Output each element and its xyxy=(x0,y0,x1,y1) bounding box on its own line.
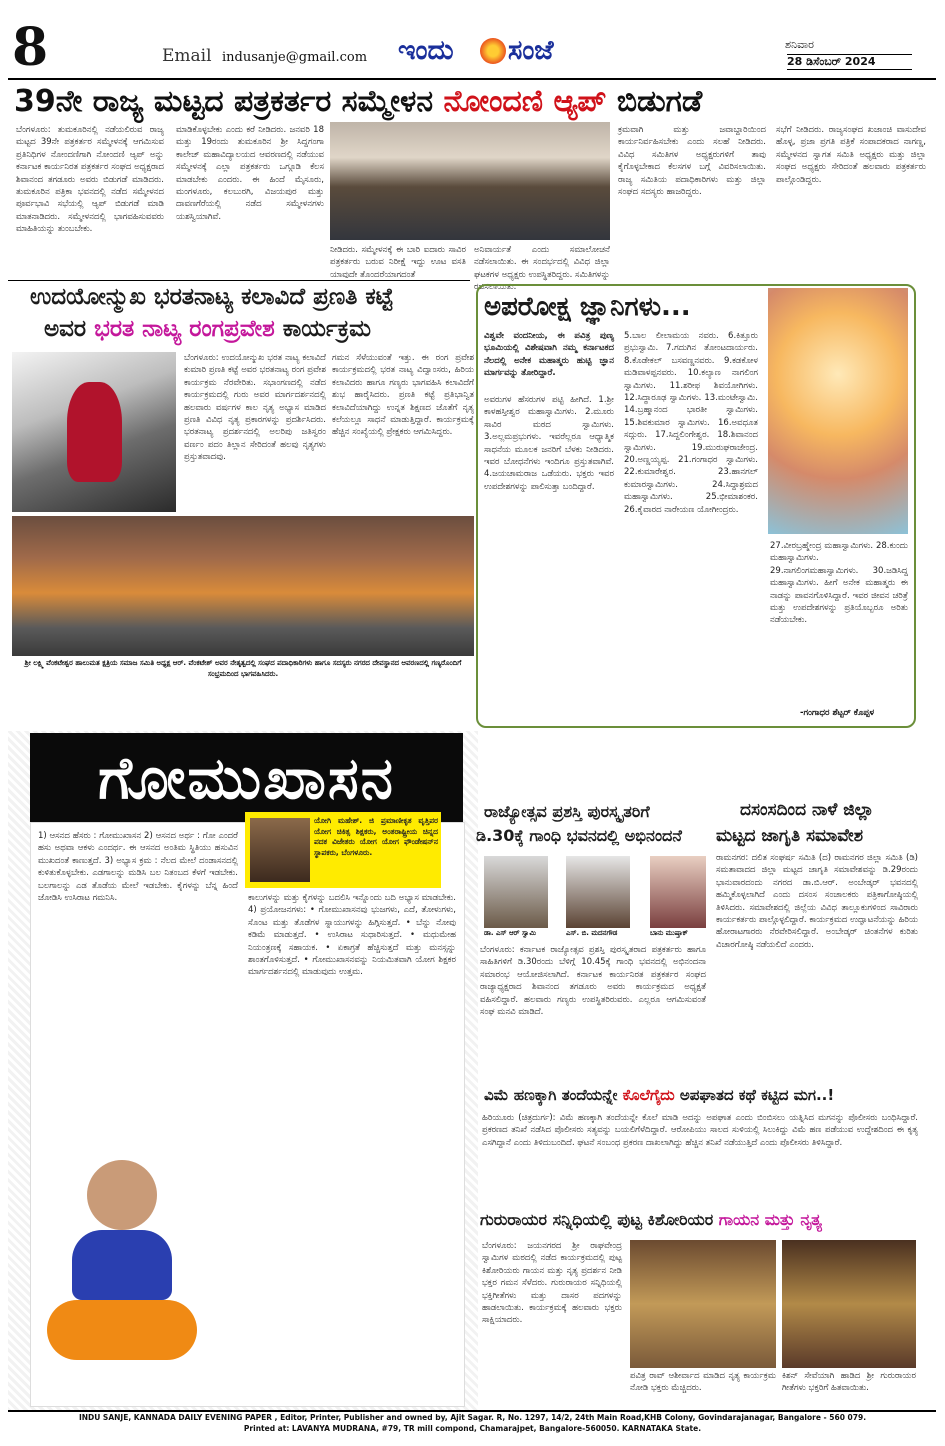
story3-column-a: ಅವರುಗಳ ಹೆಸರುಗಳ ಪಟ್ಟಿ ಹೀಗಿದೆ. 1.ಶ್ರೀ ಕಾಳಹಸ್ತೀಶ್ವರ ಮಹಾಸ್ವಾಮಿಗಳು. 2.ಮೂರು ಸಾವಿರ ಮಠದ ಸ್ವಾಮಿಗಳು. 3.ಅಲ್ಲಮಪ್ರಭುಗಳು. ಇವರೆಲ್ಲರೂ ಆಧ್ಯಾತ್ಮಿಕ ಸಾಧನೆಯ ಮೂಲಕ ಜನರಿಗೆ ಬೆಳಕು ನೀಡಿದರು. ಇವರ ಬೋಧನೆಗಳು ಇಂದಿಗೂ ಪ್ರಸ್ತುತವಾಗಿವೆ. 4.ಜಯಚಾಮರಾಜ ಒಡೆಯರು. ಭಕ್ತರು ಇವರ ಉಪದೇಶಗಳನ್ನು ಪಾಲಿಸುತ್ತಾ ಬಂದಿದ್ದಾರೆ. xyxy=(484,395,614,492)
masthead-sun-icon xyxy=(480,38,506,64)
story3-column-c: 27.ವೀರಬ್ರಹ್ಮೇಂದ್ರ ಮಹಾಸ್ವಾಮಿಗಳು. 28.ಕುಂದು ಮಹಾಸ್ವಾಮಿಗಳು. 29.ನಾಗಲಿಂಗಮಹಾಸ್ವಾಮಿಗಳು. 30.ಜಡಿಸಿದ್ದ ಮಹಾಸ್ವಾಮಿಗಳು. ಹೀಗೆ ಅನೇಕ ಮಹಾತ್ಮರು ಈ ನಾಡನ್ನು ಪಾವನಗೊಳಿಸಿದ್ದಾರೆ. ಇವರ ಜೀವನ ಚರಿತ್ರೆ ಮತ್ತು ಉಪದೇಶಗಳನ್ನು ಪ್ರತಿಯೊಬ್ಬರೂ ಅರಿತು ನಡೆಯಬೇಕು. xyxy=(770,541,908,626)
masthead-right: ಸಂಜೆ xyxy=(508,35,554,66)
group-photo xyxy=(12,516,474,656)
header-rule xyxy=(8,78,936,80)
day-name: ಶನಿವಾರ xyxy=(785,38,814,51)
story6-body: ರಾಮನಗರ: ದಲಿತ ಸಂಘರ್ಷ ಸಮಿತಿ (ದ) ರಾಮನಗರ ಜಿಲ್ಲಾ ಸಮಿತಿ (ಡಿ) ಸಮತಾವಾದದ ಜಿಲ್ಲಾ ಮಟ್ಟದ ಜಾಗೃತಿ ಸಮಾವೇಶವನ್ನು ಡಿ.29ರಂದು ಭಾನುವಾರದಂದು ನಗರದ ಡಾ.ಬಿ.ಆರ್. ಅಂಬೇಡ್ಕರ್ ಭವನದಲ್ಲಿ ಹಮ್ಮಿಕೊಳ್ಳಲಾಗಿದೆ ಎಂದು ದಸಂಸ ಸಂಚಾಲಕರು ಪತ್ರಿಕಾಗೋಷ್ಠಿಯಲ್ಲಿ ತಿಳಿಸಿದರು. ಸಮಾವೇಶದಲ್ಲಿ ಜಿಲ್ಲೆಯ ವಿವಿಧ ತಾಲ್ಲೂಕುಗಳಿಂದ ಸಾವಿರಾರು ಕಾರ್ಯಕರ್ತರು ಪಾಲ್ಗೊಳ್ಳಲಿದ್ದಾರೆ. ಕಾರ್ಯಕ್ರಮದ ಉದ್ಘಾಟನೆಯನ್ನು ಹಿರಿಯ ಹೋರಾಟಗಾರರು ನೆರವೇರಿಸಲಿದ್ದಾರೆ. ಅಂಬೇಡ್ಕರ್ ಚಿಂತನೆಗಳ ಕುರಿತು ವಿಚಾರಗೋಷ್ಠಿ ನಡೆಯಲಿದೆ ಎಂದರು. xyxy=(716,853,918,950)
group-photo-caption: ಶ್ರೀ ಲಕ್ಷ್ಮಿ ವೆಂಕಟೇಶ್ವರ ಹಾಲುಮತ ಕ್ಷತ್ರಿಯ ಸಮಾಜ ಸಮಿತಿ ಅಧ್ಯಕ್ಷ ಆರ್. ವೆಂಕಟೇಶ್ ಅವರ ನೇತೃತ್ವದಲ್ಲಿ ಸಂಘದ ಪದಾಧಿಕಾರಿಗಳು ಹಾಗೂ ಸದಸ್ಯರು ನಗರದ ದೇವಸ್ಥಾನದ ಆವರಣದಲ್ಲಿ ಗಣ್ಯರೊಂದಿಗೆ ಸಂಭ್ರಮದಿಂದ ಭಾಗವಹಿಸಿದರು. xyxy=(24,659,462,678)
story6-headline-line2: ಮಟ್ಟದ ಜಾಗೃತಿ ಸಮಾವೇಶ xyxy=(716,826,864,846)
story8-body: ಬೆಂಗಳೂರು: ಜಯನಗರದ ಶ್ರೀ ರಾಘವೇಂದ್ರ ಸ್ವಾಮಿಗಳ ಮಠದಲ್ಲಿ ನಡೆದ ಕಾರ್ಯಕ್ರಮದಲ್ಲಿ ಪುಟ್ಟ ಕಿಶೋರಿಯರು ಗಾಯನ ಮತ್ತು ನೃತ್ಯ ಪ್ರದರ್ಶನ ನೀಡಿ ಭಕ್ತರ ಗಮನ ಸೆಳೆದರು. ಗುರುರಾಯರ ಸನ್ನಿಧಿಯಲ್ಲಿ ಭಕ್ತಿಗೀತೆಗಳು ಮತ್ತು ದಾಸರ ಪದಗಳನ್ನು ಹಾಡಲಾಯಿತು. ಕಾರ್ಯಕ್ರಮಕ್ಕೆ ಹಲವಾರು ಭಕ್ತರು ಸಾಕ್ಷಿಯಾದರು. xyxy=(482,1241,622,1326)
singing-photo-caption: ಕಿಶನ್ ಸೇವೆಯಾಗಿ ಹಾಡಿದ ಶ್ರೀ ಗುರುರಾಯರ ಗೀತೆಗಳು ಭಕ್ತರಿಗೆ ಹಿತವಾಯಿತು. xyxy=(782,1371,916,1394)
awardee-caption-1: ಡಾ. ಎಸ್ ಆರ್ ಸ್ವಾಮಿ xyxy=(484,929,537,937)
page-number: 8 xyxy=(12,17,49,78)
child-head xyxy=(87,1160,157,1230)
awardee-photo-2 xyxy=(566,856,630,928)
footer xyxy=(0,1412,945,1434)
story2-headline-line1: ಉದಯೋನ್ಮುಖ ಭರತನಾಟ್ಯ ಕಲಾವಿದೆ ಪ್ರಣತಿ ಕಟ್ಟೆ xyxy=(30,284,394,310)
story3-byline: -ಗಂಗಾಧರ ಶೆಟ್ಟರ್ ಕೊಪ್ಪಳ xyxy=(800,708,875,718)
story5-body: ಬೆಂಗಳೂರು: ಕರ್ನಾಟಕ ರಾಜ್ಯೋತ್ಸವ ಪ್ರಶಸ್ತಿ ಪುರಸ್ಕೃತರಾದ ಪತ್ರಕರ್ತರು ಹಾಗೂ ಸಾಹಿತಿಗಳಿಗೆ ಡಿ.30ರಂದು ಬೆಳಿಗ್ಗೆ 10.45ಕ್ಕೆ ಗಾಂಧಿ ಭವನದಲ್ಲಿ ಅಭಿನಂದನಾ ಸಮಾರಂಭ ಆಯೋಜಿಸಲಾಗಿದೆ. ಕರ್ನಾಟಕ ಕಾರ್ಯನಿರತ ಪತ್ರಕರ್ತರ ಸಂಘದ ರಾಜ್ಯಾಧ್ಯಕ್ಷರಾದ ಶಿವಾನಂದ ತಗಡೂರು ಅವರು ಕಾರ್ಯಕ್ರಮದ ಅಧ್ಯಕ್ಷತೆ ವಹಿಸಲಿದ್ದಾರೆ. ಹಲವಾರು ಗಣ್ಯರು ಉಪಸ್ಥಿತರಿರುವರು. ಎಲ್ಲರೂ ಆಗಮಿಸುವಂತೆ ಸಂಘ ಮನವಿ ಮಾಡಿದೆ. xyxy=(480,945,706,1018)
child-shirt xyxy=(72,1230,172,1300)
story2-column-2: ಗಮನ ಸೆಳೆಯುವಂತೆ ಇತ್ತು. ಈ ರಂಗ ಪ್ರವೇಶ ಕಾರ್ಯಕ್ರಮದಲ್ಲಿ ಭರತ ನಾಟ್ಯ ವಿದ್ವಾಂಸರು, ಹಿರಿಯ ಕಲಾವಿದರು ಹಾಗೂ ಗಣ್ಯರು ಭಾಗವಹಿಸಿ ಕಲಾವಿದೆಗೆ ಶುಭ ಹಾರೈಸಿದರು. ಪ್ರಣತಿ ಕಟ್ಟೆ ಪ್ರತಿಭಾನ್ವಿತ ಕಲಾವಿದೆಯಾಗಿದ್ದು ಉನ್ನತ ಶಿಕ್ಷಣದ ಜೊತೆಗೆ ನೃತ್ಯ ಕಲೆಯಲ್ಲೂ ಸಾಧನೆ ಮಾಡುತ್ತಿದ್ದಾರೆ. ಕಾರ್ಯಕ್ರಮಕ್ಕೆ ಹೆಚ್ಚಿನ ಸಂಖ್ಯೆಯಲ್ಲಿ ಪ್ರೇಕ್ಷಕರು ಆಗಮಿಸಿದ್ದರು. xyxy=(332,353,474,438)
story1-column-5: ಕ್ರಮವಾಗಿ ಮತ್ತು ಜವಾಬ್ದಾರಿಯಿಂದ ಕಾರ್ಯನಿರ್ವಹಿಸಬೇಕು ಎಂದು ಸಲಹೆ ನೀಡಿದರು. ವಿವಿಧ ಸಮಿತಿಗಳ ಅಧ್ಯಕ್ಷರುಗಳಿಗೆ ತಾವು ಕೈಗೊಳ್ಳಬೇಕಾದ ಕೆಲಸಗಳ ಬಗ್ಗೆ ವಿವರಿಸಲಾಯಿತು. ರಾಜ್ಯ ಸಮಿತಿಯ ಪದಾಧಿಕಾರಿಗಳು ಮತ್ತು ಜಿಲ್ಲಾ ಸಂಘದ ಸದಸ್ಯರು ಹಾಜರಿದ್ದರು. xyxy=(618,125,766,198)
dancer-figure xyxy=(67,382,122,482)
singing-photo xyxy=(782,1240,916,1368)
story1-column-6: ಸಭೆಗೆ ನೀಡಿದರು. ರಾಜ್ಯಸಂಘದ ಖಜಾಂಚಿ ವಾಸುದೇವ ಹೊಳ್ಳ, ಪ್ರಜಾ ಪ್ರಗತಿ ಪತ್ರಿಕೆ ಸಂಪಾದಕರಾದ ನಾಗಣ್ಣ, ಸಮ್ಮೇಳನದ ಸ್ವಾಗತ ಸಮಿತಿ ಅಧ್ಯಕ್ಷರು ಮತ್ತು ಜಿಲ್ಲಾ ಸಂಘದ ಅಧ್ಯಕ್ಷರು ಸೇರಿದಂತೆ ಹಲವಾರು ಪತ್ರಕರ್ತರು ಪಾಲ್ಗೊಂಡಿದ್ದರು. xyxy=(776,125,926,185)
dance-photo-caption: ಪವಿತ್ರ ರಾವ್ ಆಶೀರ್ವಾದ ಮಾಡಿದ ನೃತ್ಯ ಕಾರ್ಯಕ್ರಮ ನೋಡಿ ಭಕ್ತರು ಮೆಚ್ಚಿದರು. xyxy=(630,1371,776,1394)
story1-column-3: ನೀಡಿದರು. ಸಮ್ಮೇಳನಕ್ಕೆ ಈ ಬಾರಿ ಐದಾರು ಸಾವಿರ ಪತ್ರಕರ್ತರು ಬರುವ ನಿರೀಕ್ಷೆ ಇದ್ದು ಊಟ ವಸತಿ ಯಾವುದೇ ತೊಂದರೆಯಾಗದಂತೆ xyxy=(330,245,466,280)
story2-headline-line2: ಅವರ ಭರತ ನಾಟ್ಯ ರಂಗಪ್ರವೇಶ ಕಾರ್ಯಕ್ರಮ xyxy=(44,316,371,342)
yoga-column-left: 1) ಆಸನದ ಹೆಸರು : ಗೋಮುಖಾಸನ 2) ಆಸನದ ಅರ್ಥ : ಗೋ ಎಂದರೆ ಹಸು ಅಥವಾ ಆಕಳು ಎಂದರ್ಥ. ಈ ಆಸನದ ಅಂತಿಮ ಸ್ಥಿತಿಯು ಹಸುವಿನ ಮುಖದಂತೆ ಕಾಣುತ್ತದೆ. 3) ಅಭ್ಯಾಸ ಕ್ರಮ : ನೆಲದ ಮೇಲೆ ದಂಡಾಸನದಲ್ಲಿ ಕುಳಿತುಕೊಳ್ಳಬೇಕು. ಎಡಗಾಲನ್ನು ಮಡಿಸಿ ಬಲ ನಿತಂಬದ ಕೆಳಗೆ ಇಡಬೇಕು. ಬಲಗಾಲನ್ನು ಎಡ ತೊಡೆಯ ಮೇಲೆ ಇಡಬೇಕು. ಕೈಗಳನ್ನು ಬೆನ್ನ ಹಿಂದೆ ಜೋಡಿಸಿ ಉಸಿರಾಟ ಗಮನಿಸಿ. xyxy=(38,831,238,904)
yoga-column-right: ಕಾಲುಗಳನ್ನು ಮತ್ತು ಕೈಗಳನ್ನು ಬದಲಿಸಿ ಇನ್ನೊಂದು ಬದಿ ಅಭ್ಯಾಸ ಮಾಡಬೇಕು. 4) ಪ್ರಯೋಜನಗಳು: • ಗೋಮುಖಾಸನವು ಭುಜಗಳು, ಎದೆ, ತೋಳುಗಳು, ಸೊಂಟ ಮತ್ತು ತೊಡೆಗಳ ಸ್ನಾಯುಗಳನ್ನು ಹಿಗ್ಗಿಸುತ್ತದೆ. • ಬೆನ್ನು ನೋವು ಕಡಿಮೆ ಮಾಡುತ್ತದೆ. • ಉಸಿರಾಟ ಸುಧಾರಿಸುತ್ತದೆ. • ಮಧುಮೇಹ ನಿಯಂತ್ರಣಕ್ಕೆ ಸಹಾಯಕ. • ಏಕಾಗ್ರತೆ ಹೆಚ್ಚಿಸುತ್ತದೆ ಮತ್ತು ಮನಸ್ಸನ್ನು ಶಾಂತಗೊಳಿಸುತ್ತದೆ. • ಗೋಮುಖಾಸನವನ್ನು ನಿಯಮಿತವಾಗಿ ಯೋಗ ಶಿಕ್ಷಕರ ಮಾರ್ಗದರ್ಶನದಲ್ಲಿ ಮಾಡುವುದು ಉತ್ತಮ. xyxy=(248,893,456,978)
footer-line-1: INDU SANJE, KANNADA DAILY EVENING PAPER , Editor, Printer, Publisher and owned by, Ajit Sagar. R, No. 1297, 14/2, 24th Main Road,KHB Colony, Govindarajanagar, Bangalore - 560 079. xyxy=(78,1413,867,1422)
story1-column-2: ಮಾಡಿಕೊಳ್ಳಬೇಕು ಎಂದು ಕರೆ ನೀಡಿದರು. ಜನವರಿ 18 ಮತ್ತು 19ರಂದು ತುಮಕೂರಿನ ಶ್ರೀ ಸಿದ್ದಗಂಗಾ ಕಾಲೇಜ್ ಮಹಾವಿದ್ಯಾಲಯದ ಆವರಣದಲ್ಲಿ ನಡೆಯುವ ಸಮ್ಮೇಳನಕ್ಕೆ ಎಲ್ಲಾ ಪತ್ರಕರ್ತರು ಒಗ್ಗೂಡಿ ಕೆಲಸ ಮಾಡಬೇಕು ಎಂದರು. ಈ ಹಿಂದೆ ಮೈಸೂರು, ಮಂಗಳೂರು, ಕಲಬುರಗಿ, ವಿಜಯಪುರ ಮತ್ತು ದಾವಣಗೆರೆಯಲ್ಲಿ ನಡೆದ ಸಮ್ಮೇಳನಗಳು ಯಶಸ್ವಿಯಾಗಿವೆ. xyxy=(176,125,324,222)
date: 28 ಡಿಸೆಂಬರ್ 2024 xyxy=(787,54,912,70)
yoga-title: ಗೋಮುಖಾಸನ xyxy=(30,733,463,823)
story1-column-4: ಅನಿವಾರ್ಯತೆ ಎಂದು ಸಮಾಲೋಚನೆ ನಡೆಸಲಾಯಿತು. ಈ ಸಂದರ್ಭದಲ್ಲಿ ವಿವಿಧ ಜಿಲ್ಲಾ ಘಟಕಗಳ ಅಧ್ಯಕ್ಷರು ಉಪಸ್ಥಿತರಿದ್ದರು. ಸಮಿತಿಗಳನ್ನು ರಚಿಸಲಾಯಿತು. xyxy=(474,245,610,293)
story7-headline: ವಿಮೆ ಹಣಕ್ಕಾಗಿ ತಂದೆಯನ್ನೇ ಕೊಲೆಗೈದು ಅಪಘಾತದ ಕಥೆ ಕಟ್ಟಿದ ಮಗ..! xyxy=(484,1086,835,1104)
story7-body: ಹಿರಿಯೂರು (ಚಿತ್ರದುರ್ಗ): ವಿಮೆ ಹಣಕ್ಕಾಗಿ ತಂದೆಯನ್ನೇ ಕೊಲೆ ಮಾಡಿ ಅದನ್ನು ಅಪಘಾತ ಎಂದು ಬಿಂಬಿಸಲು ಯತ್ನಿಸಿದ ಮಗನನ್ನು ಪೊಲೀಸರು ಬಂಧಿಸಿದ್ದಾರೆ. ಪ್ರಕರಣದ ತನಿಖೆ ನಡೆಸಿದ ಪೊಲೀಸರು ಸತ್ಯವನ್ನು ಬಯಲಿಗೆಳೆದಿದ್ದಾರೆ. ಆರೋಪಿಯು ಸಾಲದ ಸುಳಿಯಲ್ಲಿ ಸಿಲುಕಿದ್ದು ವಿಮೆ ಹಣ ಪಡೆಯುವ ಉದ್ದೇಶದಿಂದ ಈ ಕೃತ್ಯ ಎಸಗಿದ್ದಾನೆ ಎಂದು ತಿಳಿದುಬಂದಿದೆ. ಘಟನೆ ಸಂಬಂಧ ಪ್ರಕರಣ ದಾಖಲಾಗಿದ್ದು ಹೆಚ್ಚಿನ ತನಿಖೆ ನಡೆಯುತ್ತಿದೆ ಎಂದು ಪೊಲೀಸರು ತಿಳಿಸಿದ್ದಾರೆ. xyxy=(482,1113,918,1148)
story5-headline-line1: ರಾಜ್ಯೋತ್ಸವ ಪ್ರಶಸ್ತಿ ಪುರಸ್ಕೃತರಿಗೆ xyxy=(484,802,650,821)
dancer-photo xyxy=(12,352,176,512)
story2-column-1: ಬೆಂಗಳೂರು: ಉದಯೋನ್ಮುಖ ಭರತ ನಾಟ್ಯ ಕಲಾವಿದೆ ಕುಮಾರಿ ಪ್ರಣತಿ ಕಟ್ಟೆ ಅವರ ಭರತನಾಟ್ಯ ರಂಗ ಪ್ರವೇಶ ಕಾರ್ಯಕ್ರಮ ನೆರವೇರಿತು. ಸಭಾಂಗಣದಲ್ಲಿ ನಡೆದ ಕಾರ್ಯಕ್ರಮದಲ್ಲಿ ಗುರು ಅವರ ಮಾರ್ಗದರ್ಶನದಲ್ಲಿ ಹಲವಾರು ವರ್ಷಗಳ ಕಾಲ ನೃತ್ಯ ಅಭ್ಯಾಸ ಮಾಡಿದ ಪ್ರಣತಿ ವಿವಿಧ ನೃತ್ಯ ಪ್ರಕಾರಗಳನ್ನು ಪ್ರದರ್ಶಿಸಿದರು. ಭರತನಾಟ್ಯ ಪ್ರದರ್ಶನದಲ್ಲಿ ಅಲರಿಪು ಜತಿಸ್ವರಂ ವರ್ಣಂ ಪದಂ ತಿಲ್ಲಾನ ಸೇರಿದಂತೆ ಹಲವು ನೃತ್ಯಗಳು ಪ್ರಸ್ತುತವಾದವು. xyxy=(184,353,326,463)
awardee-caption-3: ಬಾನು ಮುಷ್ತಾಕ್ xyxy=(650,929,688,937)
story3-column-b: 5.ಬಾಲ ಲೀಲಾಮಯ ನವರು. 6.ಕಿತ್ತೂರು ಪ್ರಭುಸ್ವಾಮಿ. 7.ಗದುಗಿನ ತೋಂಟದಾರ್ಯರು. 8.ಕೊಡೇಕಲ್ ಬಸವಣ್ಣನವರು. 9.ಕಡಕೋಳ ಮಡಿವಾಳಪ್ಪನವರು. 10.ಕಲ್ಯಾಣ ನಾಗಲಿಂಗ ಸ್ವಾಮಿಗಳು. 11.ಶರೀಫ ಶಿವಯೋಗಿಗಳು. 12.ಸಿದ್ಧಾರೂಢ ಸ್ವಾಮಿಗಳು. 13.ಮಂಟೇಸ್ವಾಮಿ. 14.ಬ್ರಹ್ಮಾನಂದ ಭಾರತೀ ಸ್ವಾಮಿಗಳು. 15.ಶಿವಕುಮಾರ ಸ್ವಾಮಿಗಳು. 16.ಅವಧೂತ ಸದ್ಗುರು. 17.ಸಿದ್ದಲಿಂಗೇಶ್ವರ. 18.ಶಿವಾನಂದ ಸ್ವಾಮಿಗಳು. 19.ಮುರುಘರಾಜೇಂದ್ರ. 20.ಅಣ್ಣಯ್ಯಪ್ಪ. 21.ಗಂಗಾಧರ ಸ್ವಾಮಿಗಳು. 22.ಕುಮಾರೇಶ್ವರ. 23.ಹಾನಗಲ್ ಕುಮಾರಸ್ವಾಮಿಗಳು. 24.ಸಿದ್ದಾಶ್ರಮದ ಮಹಾಸ್ವಾಮಿಗಳು. 25.ಭೀಮಾಶಂಕರ. 26.ಕೈವಾರದ ನಾರೇಯಣ ಯೋಗೀಂದ್ರರು. xyxy=(624,331,758,515)
masthead-left: ಇಂದು xyxy=(398,35,454,66)
awardee-photo-3 xyxy=(650,856,706,928)
story3-headline: ಅಪರೋಕ್ಷ ಜ್ಞಾನಿಗಳು... xyxy=(484,292,691,322)
email-address[interactable]: indusanje@gmail.com xyxy=(222,50,368,65)
story1-headline: 39ನೇ ರಾಜ್ಯ ಮಟ್ಟದ ಪತ್ರಕರ್ತರ ಸಮ್ಮೇಳನ ನೋಂದಣಿ ಆ್ಯಪ್ ಬಿಡುಗಡೆ xyxy=(14,84,703,119)
story3-intro: ವಿಶ್ವವೇ ವಂದನೀಯ, ಈ ಪವಿತ್ರ ಪುಣ್ಯ ಭೂಮಿಯಲ್ಲಿ ವಿಶೇಷವಾಗಿ ನಮ್ಮ ಕರ್ನಾಟಕದ ನೆಲದಲ್ಲಿ ಅನೇಕ ಮಹಾತ್ಮರು ಹುಟ್ಟಿ ಜ್ಞಾನ ಮಾರ್ಗವನ್ನು ತೋರಿದ್ದಾರೆ. xyxy=(484,331,614,379)
child-shorts xyxy=(47,1300,197,1360)
divider xyxy=(8,280,470,281)
yoga-pose-photo xyxy=(32,1160,212,1392)
email-label: Email xyxy=(162,46,212,66)
yoga-author-profile: ಯೋಗಿ ಮಹೇಶ್. ಜಿ ಪ್ರಮಾಣೀಕೃತ ವೃತ್ತಿಪರ ಯೋಗ ಚಿಕಿತ್ಸ ಶಿಕ್ಷಕರು, ಅಂತರಾಷ್ಟ್ರೀಯ ಚಿನ್ನದ ಪದಕ ವಿಜೇತರು ಯೋಗ ಯೋಗ ಫೌಂಡೇಷನ್‌ನ ಸ್ಥಾಪಕರು, ಬೆಂಗಳೂರು. xyxy=(314,816,438,857)
story5-headline-line2: ಡಿ.30ಕ್ಕೆ ಗಾಂಧಿ ಭವನದಲ್ಲಿ ಅಭಿನಂದನೆ xyxy=(476,826,682,845)
story1-column-1: ಬೆಂಗಳೂರು: ತುಮಕೂರಿನಲ್ಲಿ ನಡೆಯಲಿರುವ ರಾಜ್ಯ ಮಟ್ಟದ 39ನೇ ಪತ್ರಕರ್ತರ ಸಮ್ಮೇಳನಕ್ಕೆ ಆಗಮಿಸುವ ಪ್ರತಿನಿಧಿಗಳ ನೋಂದಣಿಗಾಗಿ ನೋಂದಣಿ ಆ್ಯಪ್ ಅನ್ನು ಕರ್ನಾಟಕ ಕಾರ್ಯನಿರತ ಪತ್ರಕರ್ತರ ಸಂಘದ ಅಧ್ಯಕ್ಷರಾದ ಶಿವಾನಂದ ತಗಡೂರು ಅವರು ಬಿಡುಗಡೆ ಮಾಡಿದರು. ತುಮಕೂರಿನ ಪತ್ರಿಕಾ ಭವನದಲ್ಲಿ ನಡೆದ ಸಮ್ಮೇಳನದ ಪೂರ್ವಭಾವಿ ಸಭೆಯಲ್ಲಿ ಆ್ಯಪ್ ಬಿಡುಗಡೆ ಮಾಡಿ ಮಾತನಾಡಿದರು. ಸಮ್ಮೇಳನದಲ್ಲಿ ಭಾಗವಹಿಸುವವರು ಮಾಹಿತಿಯನ್ನು ತುಂಬಬೇಕು. xyxy=(16,125,164,235)
footer-line-2: Printed at: LAVANYA MUDRANA, #79, TR mill compond, Chamarajpet, Bangalore-560050. KARNATAKA State. xyxy=(243,1424,702,1433)
story6-headline-line1: ದಸಂಸದಿಂದ ನಾಳೆ ಜಿಲ್ಲಾ xyxy=(740,800,874,820)
saints-photo xyxy=(768,288,908,534)
story8-headline: ಗುರುರಾಯರ ಸನ್ನಿಧಿಯಲ್ಲಿ ಪುಟ್ಟ ಕಿಶೋರಿಯರ ಗಾಯನ ಮತ್ತು ನೃತ್ಯ xyxy=(480,1210,822,1229)
dance-photo xyxy=(630,1240,776,1368)
header-decoration xyxy=(60,30,150,58)
awardee-photo-1 xyxy=(484,856,548,928)
awardee-caption-2: ಎಸ್. ಬಿ. ಮದನಗೌಡ xyxy=(566,929,618,937)
author-photo xyxy=(250,818,310,882)
story1-photo xyxy=(330,122,610,240)
